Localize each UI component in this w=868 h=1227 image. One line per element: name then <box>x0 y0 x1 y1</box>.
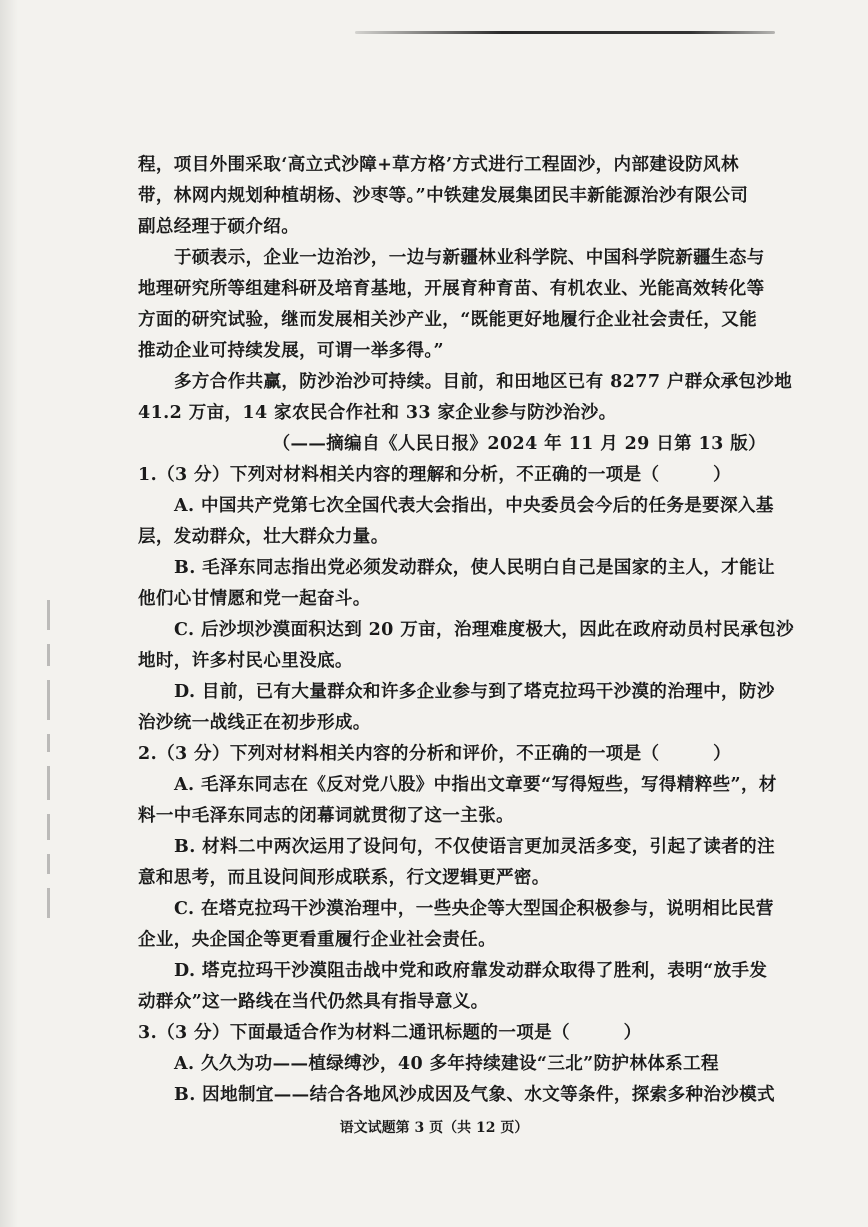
question-stem: 3.（3 分）下面最适合作为材料二通讯标题的一项是（ ） <box>138 1023 642 1043</box>
option-b: B. 毛泽东同志指出党必须发动群众，使人民明白自己是国家的主人，才能让 <box>174 558 775 578</box>
article-paragraph <box>138 243 768 367</box>
option-b-cont: 他们心甘情愿和党一起奋斗。 <box>138 589 371 609</box>
option-c: C. 后沙坝沙漠面积达到 20 万亩，治理难度极大，因此在政府动员村民承包沙 <box>174 620 795 640</box>
text-line: 地理研究所等组建科研及培育基地，开展育种育苗、有机农业、光能高效转化等 <box>138 279 765 299</box>
text-line: 推动企业可持续发展，可谓一举多得。” <box>138 341 445 361</box>
page-top-rule <box>355 31 775 34</box>
page-footer: 语文试题第 3 页（共 12 页） <box>339 1120 529 1136</box>
option-d: D. 目前，已有大量群众和许多企业参与到了塔克拉玛干沙漠的治理中，防沙 <box>174 682 775 702</box>
option-b: B. 材料二中两次运用了设问句，不仅使语言更加灵活多变，引起了读者的注 <box>174 837 775 857</box>
question-stem: 2.（3 分）下列对材料相关内容的分析和评价，不正确的一项是（ ） <box>138 744 732 764</box>
text-line: 方面的研究试验，继而发展相关沙产业，“既能更好地履行企业社会责任，又能 <box>138 310 758 330</box>
source-citation: （——摘编自《人民日报》2024 年 11 月 29 日第 13 版） <box>272 434 766 454</box>
option-d-cont: 治沙统一战线正在初步形成。 <box>138 713 371 733</box>
question-3 <box>138 1018 775 1111</box>
option-a: A. 中国共产党第七次全国代表大会指出，中央委员会今后的任务是要深入基 <box>174 496 774 516</box>
question-2 <box>138 739 777 1018</box>
text-line: 程，项目外围采取‘高立式沙障+草方格’方式进行工程固沙，内部建设防风林 <box>138 155 739 175</box>
option-c: C. 在塔克拉玛干沙漠治理中，一些央企等大型国企积极参与，说明相比民营 <box>174 899 774 919</box>
option-b: B. 因地制宜——结合各地风沙成因及气象、水文等条件，探索多种治沙模式 <box>174 1085 775 1105</box>
option-d: D. 塔克拉玛干沙漠阻击战中党和政府靠发动群众取得了胜利，表明“放手发 <box>174 961 768 981</box>
text-line: 于硕表示，企业一边治沙，一边与新疆林业科学院、中国科学院新疆生态与 <box>174 248 765 268</box>
question-stem: 1.（3 分）下列对材料相关内容的理解和分析，不正确的一项是（ ） <box>138 465 732 485</box>
option-c-cont: 地时，许多村民心里没底。 <box>138 651 353 671</box>
option-a: A. 久久为功——植绿缚沙，40 多年持续建设“三北”防护林体系工程 <box>174 1054 719 1074</box>
option-a-cont: 料一中毛泽东同志的闭幕词就贯彻了这一主张。 <box>138 806 514 826</box>
article-paragraph <box>138 367 793 429</box>
option-d-cont: 动群众”这一路线在当代仍然具有指导意义。 <box>138 992 489 1012</box>
text-line: 41.2 万亩，14 家农民合作社和 33 家企业参与防沙治沙。 <box>138 403 617 423</box>
text-line: 带，林网内规划种植胡杨、沙枣等。”中铁建发展集团民丰新能源治沙有限公司 <box>138 186 749 206</box>
binding-margin-marks <box>38 600 58 980</box>
question-1 <box>138 460 795 739</box>
scan-edge-shadow <box>0 0 18 1227</box>
option-b-cont: 意和思考，而且设问间形成联系，行文逻辑更严密。 <box>138 868 550 888</box>
option-a: A. 毛泽东同志在《反对党八股》中指出文章要“写得短些，写得精粹些”，材 <box>174 775 777 795</box>
exam-page-content <box>138 150 795 1111</box>
option-a-cont: 层，发动群众，壮大群众力量。 <box>138 527 389 547</box>
option-c-cont: 企业，央企国企等更看重履行企业社会责任。 <box>138 930 496 950</box>
article-paragraph <box>138 150 768 243</box>
text-line: 多方合作共赢，防沙治沙可持续。目前，和田地区已有 8277 户群众承包沙地 <box>174 372 793 392</box>
text-line: 副总经理于硕介绍。 <box>138 217 300 237</box>
